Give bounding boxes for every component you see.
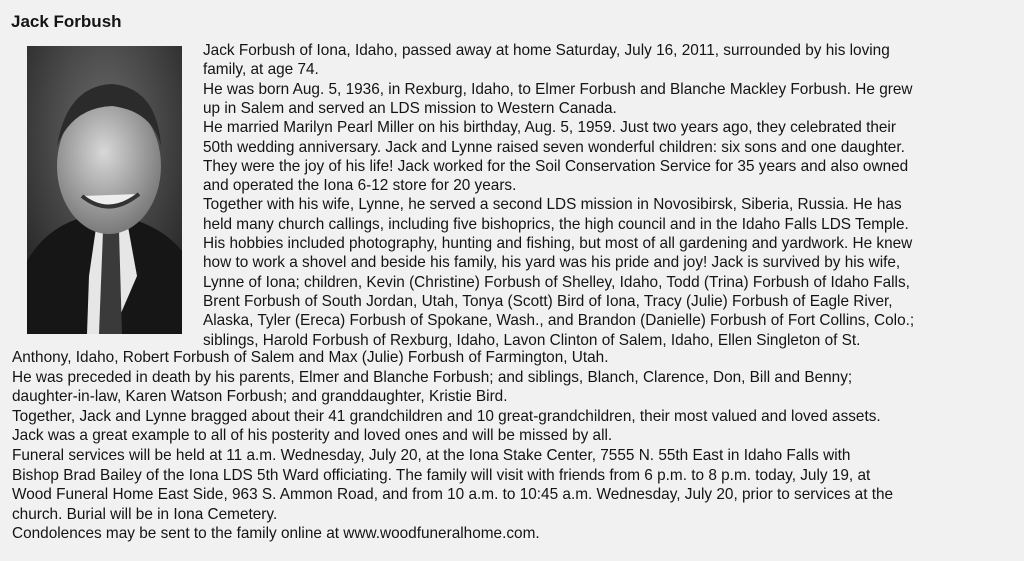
obituary-text-line: family, at age 74. [203,61,319,79]
obituary-text-line: Jack Forbush of Iona, Idaho, passed away at home Saturday, July 16, 2011, surrounded by his loving [203,42,890,59]
obituary-text-line: Condolences may be sent to the family online at www.woodfuneralhome.com. [12,525,540,543]
obituary-text-line: and operated the Iona 6-12 store for 20 years. [203,177,517,195]
obituary-text-line: Alaska, Tyler (Ereca) Forbush of Spokane, Wash., and Brandon (Danielle) Forbush of Fort Collins, Colo.; [203,312,915,330]
obituary-text-line: 50th wedding anniversary. Jack and Lynne raised seven wonderful children: six sons and one daughter. [203,138,905,156]
obituary-text-line: Lynne of Iona; children, Kevin (Christine) Forbush of Shelley, Idaho, Todd (Trina) Forbush of Idaho Falls, [203,273,910,291]
obituary-text-line: Together with his wife, Lynne, he served a second LDS mission in Novosibirsk, Siberia, Russia. He has [203,196,902,214]
obituary-title: Jack Forbush [11,12,122,31]
obituary-text-line: Brent Forbush of South Jordan, Utah, Tonya (Scott) Bird of Iona, Tracy (Julie) Forbush of Eagle River, [203,292,893,310]
obituary-text-line: He was preceded in death by his parents, Elmer and Blanche Forbush; and siblings, Blanch, Clarence, Don, Bill and Benny; [12,368,853,386]
obituary-text-line: Funeral services will be held at 11 a.m. Wednesday, July 20, at the Iona Stake Center, 7555 N. 55th East in Idaho Falls with [12,447,851,464]
obituary-text-line: His hobbies included photography, hunting and fishing, but most of all gardening and yardwork. He knew [203,235,913,252]
obituary-text-line: held many church callings, including five bishoprics, the high council and in the Idaho Falls LDS Temple. [203,215,909,233]
obituary-text-line: Jack was a great example to all of his posterity and loved ones and will be missed by all. [12,427,613,445]
obituary-text-line: They were the joy of his life! Jack worked for the Soil Conservation Service for 35 years and also owned [203,157,909,175]
obituary-text-line: up in Salem and served an LDS mission to Western Canada. [203,99,617,117]
portrait-image [27,46,182,334]
obituary-text-line: Together, Jack and Lynne bragged about their 41 grandchildren and 10 great-grandchildren, their most valued and loved assets. [12,407,881,425]
obituary-text-line: Wood Funeral Home East Side, 963 S. Ammon Road, and from 10 a.m. to 10:45 a.m. Wednesday, July 20, prior to services at the [12,486,894,504]
obituary-text-line: how to work a shovel and beside his family, his yard was his pride and joy! Jack is survived by his wife, [203,254,901,272]
obituary-text-line: Anthony, Idaho, Robert Forbush of Salem and Max (Julie) Forbush of Farmington, Utah. [12,349,609,366]
obituary-text-line: Bishop Brad Bailey of the Iona LDS 5th Ward officiating. The family will visit with friends from 6 p.m. to 8 p.m. today, July 19, at [12,466,871,484]
obituary-text-line: daughter-in-law, Karen Watson Forbush; and granddaughter, Kristie Bird. [12,388,508,406]
obituary-text-line: He married Marilyn Pearl Miller on his birthday, Aug. 5, 1959. Just two years ago, they celebrated their [203,119,896,137]
obituary-text-line: church. Burial will be in Iona Cemetery. [12,505,278,523]
portrait-photo [27,46,182,334]
obituary-text-line: He was born Aug. 5, 1936, in Rexburg, Idaho, to Elmer Forbush and Blanche Mackley Forbush. He grew [203,80,913,98]
obituary-text-line: siblings, Harold Forbush of Rexburg, Idaho, Lavon Clinton of Salem, Idaho, Ellen Singleton of St. [203,331,861,349]
